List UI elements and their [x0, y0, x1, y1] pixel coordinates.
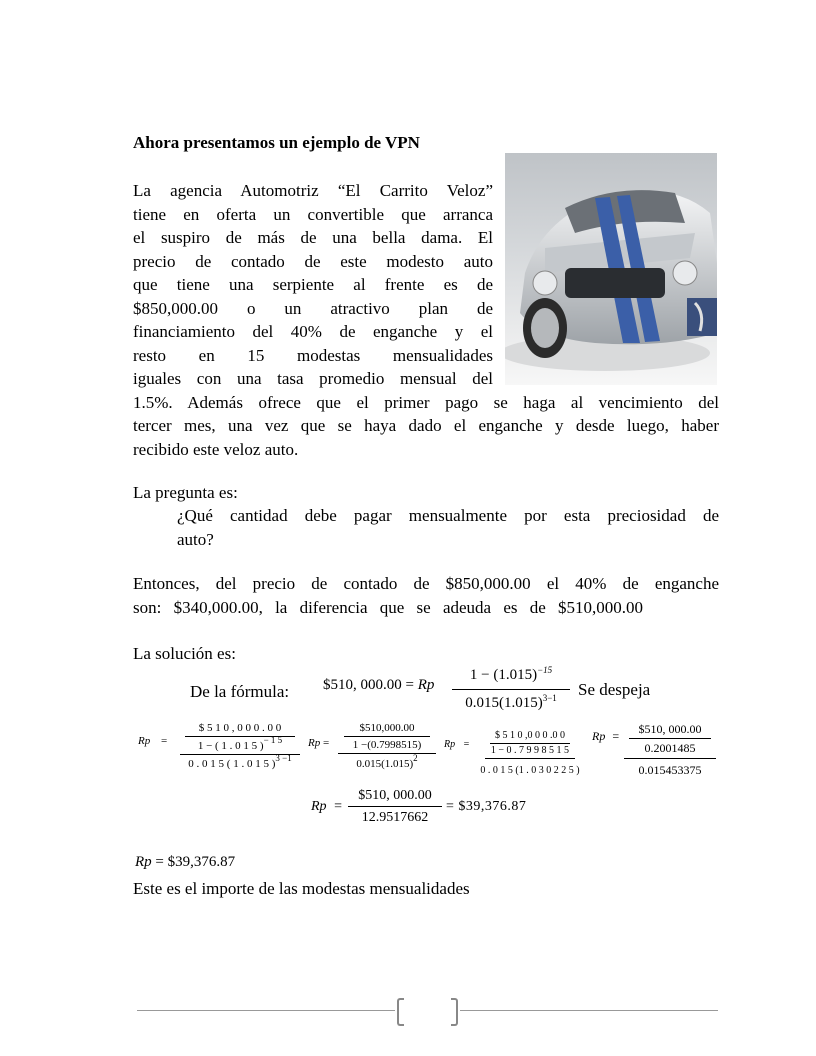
- paragraph-line: son: $340,000.00, la diferencia que se adeuda es de $510,000.00: [133, 597, 643, 617]
- step1-numerator: $ 5 1 0 , 0 0 0 . 0 0: [198, 722, 282, 734]
- paragraph-line: que tiene una serpiente al frente es de: [133, 275, 493, 294]
- step1-denominator: 0 . 0 1 5 ( 1 . 0 1 5 ): [188, 758, 276, 770]
- question-label: La pregunta es:: [133, 483, 238, 502]
- step1-rp: Rp: [138, 735, 151, 747]
- formula-rp: Rp: [417, 677, 435, 693]
- footer-bracket-left: [397, 998, 404, 1026]
- paragraph-line: tercer mes, una vez que se haya dado el enganche y desde luego, haber: [133, 416, 719, 435]
- solution-label: La solución es:: [133, 644, 236, 663]
- step4-numerator: $510, 000.00: [638, 722, 702, 736]
- step1-middle: 1 − ( 1 . 0 1 5 ): [197, 740, 264, 752]
- result-lhs: [311, 799, 342, 815]
- from-formula-label: De la fórmula:: [190, 682, 290, 701]
- step1-denominator-exp: 3 −1: [275, 753, 292, 763]
- question-line: ¿Qué cantidad debe pagar mensualmente por esta preciosidad de: [177, 506, 719, 525]
- step1-equals: =: [160, 735, 168, 747]
- step2-middle: 1 −(0.7998515): [352, 739, 422, 751]
- step1-middle-exp: − 1 5: [263, 735, 283, 745]
- page-heading: Ahora presentamos un ejemplo de VPN: [133, 133, 420, 152]
- step2-denominator: 0.015(1.015): [356, 758, 414, 770]
- conclusion-text: Este es el importe de las modestas mensualidades: [133, 879, 470, 898]
- paragraph-line: iguales con una tasa promedio mensual del: [133, 369, 493, 388]
- paragraph-line: 1.5%. Además ofrece que el primer pago se haga al vencimiento del: [133, 392, 719, 412]
- paragraph-line: tiene en oferta un convertible que arranca: [133, 204, 493, 224]
- result-equals: =: [334, 799, 342, 814]
- step3-lhs: [444, 739, 469, 750]
- step3-denominator: 0 . 0 1 5 (1 . 0 3 0 2 2 5 ): [480, 765, 580, 776]
- step3-rp: Rp: [444, 739, 456, 750]
- step4-denominator: 0.015453375: [638, 763, 702, 777]
- formula-denominator: 0.015(1.015): [465, 695, 543, 711]
- debt-paragraph: [133, 572, 719, 619]
- step1-fraction: [180, 722, 300, 770]
- result-rp: Rp: [311, 799, 327, 814]
- result-numerator: $510, 000.00: [358, 788, 432, 803]
- final-result: [135, 854, 235, 871]
- step2-rp: Rp: [308, 737, 321, 749]
- step3-fraction: [474, 730, 586, 776]
- paragraph-line: Entonces, del precio de contado de $850,000.00 el 40% de enganche: [133, 574, 719, 593]
- paragraph-line: precio de contado de este modesto auto: [133, 251, 493, 271]
- paragraph-line: el suspiro de más de una bella dama. El: [133, 228, 493, 247]
- footer-bracket-right: [451, 998, 458, 1026]
- step1-lhs: [138, 735, 167, 747]
- step3-equals: =: [463, 739, 470, 750]
- formula-denominator-exp: 3−1: [542, 693, 557, 703]
- result-value: = $39,376.87: [446, 799, 527, 814]
- paragraph-line: recibido este veloz auto.: [133, 439, 299, 459]
- question-block: [177, 504, 719, 551]
- paragraph-line: $850,000.00 o un atractivo plan de: [133, 298, 493, 318]
- paragraph-line: resto en 15 modestas mensualidades: [133, 345, 493, 365]
- formula-lhs: [323, 677, 434, 694]
- step4-lhs: [592, 729, 619, 744]
- formula-amount: $510, 000.00 =: [323, 677, 414, 693]
- paragraph-line: La agencia Automotriz “El Carrito Veloz”: [133, 181, 493, 200]
- step4-rp: Rp: [592, 729, 606, 743]
- final-rp: Rp: [135, 854, 152, 870]
- intro-paragraph: [133, 179, 719, 461]
- footer-rule-left: [137, 1010, 395, 1011]
- step2-fraction: [338, 722, 436, 770]
- question-line: auto?: [177, 529, 214, 549]
- step2-lhs: [308, 737, 329, 749]
- clear-label: Se despeja: [578, 680, 651, 699]
- paragraph-line: financiamiento del 40% de enganche y el: [133, 322, 493, 341]
- step4-equals: =: [612, 729, 620, 743]
- final-value: = $39,376.87: [155, 854, 236, 870]
- step2-numerator: $510,000.00: [359, 722, 415, 734]
- step3-middle: 1 − 0 . 7 9 9 8 5 1 5: [490, 745, 570, 756]
- step2-denominator-exp: 2: [413, 753, 418, 763]
- step2-equals: =: [322, 737, 330, 749]
- formula-fraction: [452, 667, 570, 712]
- result-denominator: 12.9517662: [361, 810, 429, 825]
- step3-numerator: $ 5 1 0 ,0 0 0 .0 0: [495, 730, 565, 741]
- result-fraction: [348, 788, 442, 826]
- formula-numerator-exp: −15: [537, 665, 553, 675]
- formula-numerator: 1 − (1.015): [469, 667, 538, 683]
- step4-fraction: [624, 722, 716, 778]
- step4-middle: 0.2001485: [644, 741, 696, 755]
- footer-rule-right: [460, 1010, 718, 1011]
